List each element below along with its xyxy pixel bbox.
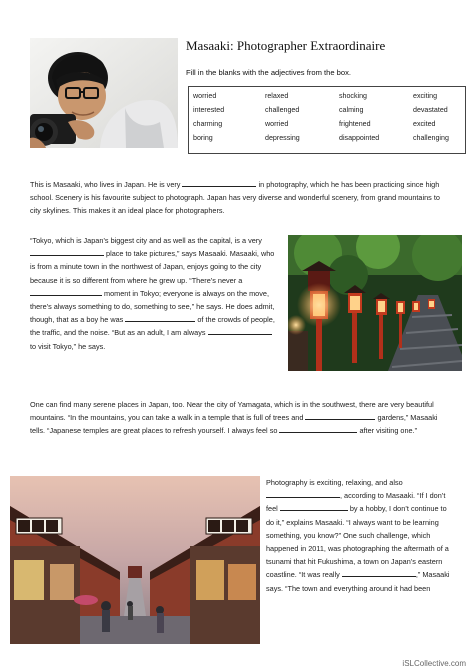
word-box-table [189, 90, 465, 146]
paragraph-text: gardens,” Masaaki tells. “Japanese temples are great places to refresh yourself. I always feel so [30, 413, 438, 436]
paragraph-3 [30, 398, 450, 438]
paragraph-1 [30, 178, 448, 218]
word-item: boring [193, 134, 213, 142]
photographer-photo [30, 38, 178, 148]
paragraph-text: , according to Masaaki. “If I don’t feel [266, 491, 446, 514]
paragraph-text: Photography is exciting, relaxing, and also [266, 478, 403, 487]
word-row [189, 90, 465, 104]
word-item: challenging [413, 134, 449, 142]
blank-2[interactable] [30, 248, 104, 256]
lanterns-photo [288, 235, 462, 371]
word-item: charming [193, 120, 223, 128]
paragraph-text: to visit Tokyo,” he says. [30, 341, 106, 351]
paragraph-text: This is Masaaki, who lives in Japan. He is very [30, 180, 181, 189]
paragraph-4 [266, 476, 450, 595]
word-row [189, 118, 465, 132]
word-row [189, 132, 465, 146]
site-credit: iSLCollective.com [402, 659, 466, 668]
blank-1[interactable] [182, 179, 256, 187]
word-item: frightened [339, 120, 371, 128]
blank-10[interactable] [342, 569, 416, 577]
paragraph-text: ,” Masaaki says. “The town and everything around it had been [266, 570, 450, 593]
word-item: worried [193, 92, 217, 100]
word-item: excited [413, 120, 436, 128]
paragraph-text: by a hobby, I don’t continue to do it,” explains Masaaki. “I always want to be learning something, you know?” One such challenge, which happened in 2011, was photographing the aftermath of a tsunami that hit Fukushima, a town on Japan’s eastern coastline. “It was really [266, 504, 449, 580]
blank-9[interactable] [280, 503, 348, 511]
paragraph-text: of the crowds of people, the traffic, and the noise. “But as an adult, I am always [30, 315, 275, 338]
worksheet-title: Masaaki: Photographer Extraordinaire [186, 38, 386, 53]
blank-3[interactable] [30, 288, 102, 296]
word-item: devastated [413, 106, 448, 114]
word-item: exciting [413, 92, 438, 100]
word-item: relaxed [265, 92, 289, 100]
paragraph-2 [30, 234, 276, 353]
blank-4[interactable] [125, 314, 195, 322]
word-item: shocking [339, 92, 367, 100]
word-item: worried [265, 120, 289, 128]
word-item: calming [339, 106, 364, 114]
word-item: challenged [265, 106, 300, 114]
paragraph-text: One can find many serene places in Japan, too. Near the city of Yamagata, which is in the southwest, there are very beautiful mountains. “In the mountains, you can take a walk in a temple that is full of trees and [30, 400, 434, 423]
word-item: interested [193, 106, 225, 114]
blank-8[interactable] [266, 490, 340, 498]
blank-7[interactable] [279, 425, 357, 433]
paragraph-text: in photography, which he has been practicing since high school. Scenery is his favourite subject to photograph. Japan has very diverse and wonderful scenery, from grand mountains to city skylines. This makes it an ideal place for photographers. [30, 180, 440, 216]
paragraph-text: moment in Tokyo; everyone is always on the move, there’s always something to do, something to see,” he says. He does admit, though, that as a boy he was [30, 288, 275, 325]
word-box [188, 86, 466, 154]
blank-5[interactable] [208, 327, 272, 335]
word-item: disappointed [339, 134, 380, 142]
street-photo [10, 476, 260, 644]
paragraph-text: after visiting one.” [359, 426, 418, 436]
worksheet-instructions: Fill in the blanks with the adjectives from the box. [186, 68, 352, 77]
paragraph-text: place to take pictures,” says Masaaki. Masaaki, who is from a minute town in the northwest of Japan, enjoys going to the city because it is so different from where he grew up. “There’s never a [30, 249, 275, 285]
paragraph-text: “Tokyo, which is Japan’s biggest city and as well as the capital, is a very [30, 236, 262, 245]
blank-6[interactable] [305, 412, 375, 420]
word-row [189, 104, 465, 118]
word-item: depressing [265, 134, 300, 142]
